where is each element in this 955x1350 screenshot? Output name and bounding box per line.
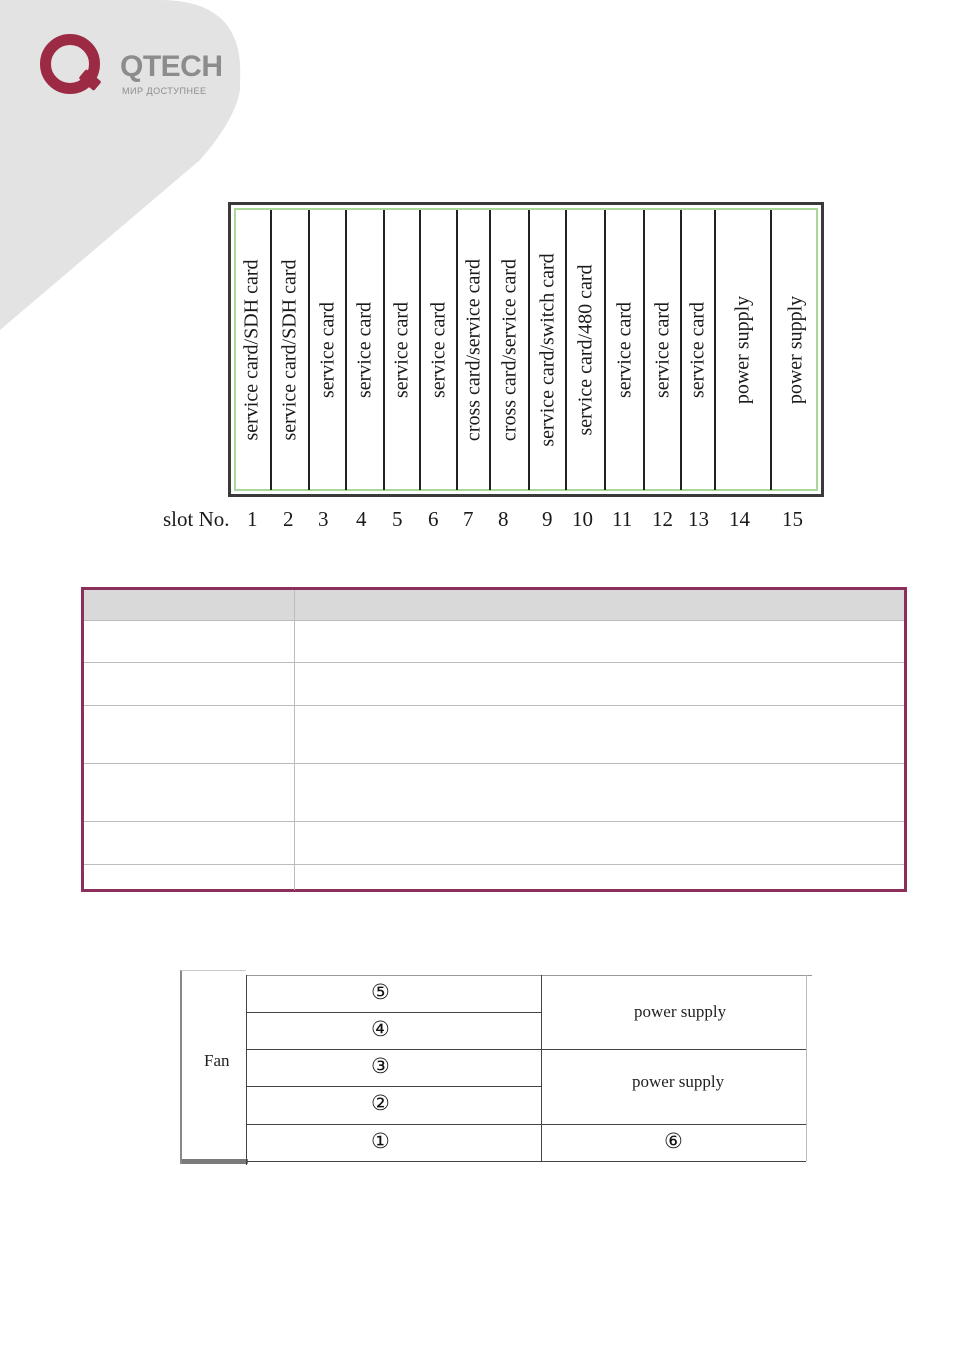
slot-8	[491, 210, 530, 490]
slot-number: 3	[318, 507, 329, 531]
fan-area	[180, 970, 246, 1164]
slot-number: 12	[652, 507, 673, 531]
slot-number: 8	[498, 507, 509, 531]
power-supply-label: power supply	[632, 1072, 725, 1091]
logo-tagline: МИР ДОСТУПНЕЕ	[122, 86, 207, 96]
fan-label: Fan	[204, 1051, 230, 1070]
slot-6	[421, 210, 458, 490]
slot-card-label: service card	[316, 301, 338, 399]
slot-number: 11	[612, 507, 633, 531]
qtech-logo	[40, 34, 240, 106]
slot-card-label: service card	[686, 301, 709, 399]
slot-number: 6	[428, 507, 439, 531]
slot-10	[567, 210, 606, 490]
slot-1	[234, 210, 272, 490]
power-supply-label: power supply	[634, 1002, 727, 1021]
slot-card-label: service card/SDH card	[278, 259, 301, 441]
slot-number: 14	[729, 507, 750, 531]
slot-6-marker: ⑥	[664, 1129, 683, 1153]
slot-number: 13	[688, 507, 709, 531]
slot-axis-label: slot No.	[163, 507, 230, 531]
slot-number: 4	[356, 507, 367, 531]
slot-7	[458, 210, 491, 490]
slot-card-label: power supply	[784, 295, 807, 405]
slot-1-marker: ①	[371, 1129, 390, 1153]
slot-13	[682, 210, 716, 490]
slot-number: 9	[542, 507, 553, 531]
table-row	[84, 705, 904, 764]
slot-number: 5	[392, 507, 403, 531]
table-row	[84, 763, 904, 822]
slot-card-label: service card/SDH card	[240, 259, 263, 441]
slot-card-label: service card/switch card	[536, 253, 558, 447]
table-row	[84, 662, 904, 706]
slot-number: 10	[572, 507, 593, 531]
slot-12	[645, 210, 682, 490]
info-table	[81, 587, 907, 892]
slot-9	[530, 210, 567, 490]
fan-diagram	[180, 970, 812, 1166]
slot-14	[716, 210, 772, 490]
slot-number: 7	[463, 507, 474, 531]
slot-card-label: service card	[651, 301, 673, 399]
slot-number: 2	[283, 507, 294, 531]
slot-card-label: cross card/service card	[462, 258, 484, 442]
slot-card-label: service card	[427, 301, 449, 399]
slot-11	[606, 210, 645, 490]
slot-5	[385, 210, 421, 490]
slot-card-label: service card	[390, 301, 413, 399]
logo-wordmark: QTECH	[120, 50, 223, 83]
slot-4-marker: ④	[371, 1017, 390, 1041]
slot-card-label: service card	[613, 301, 635, 399]
slot-3	[310, 210, 347, 490]
slot-card-label: cross card/service card	[498, 258, 520, 442]
slot-2	[272, 210, 310, 490]
slot-2-marker: ②	[371, 1091, 390, 1115]
slot-3-marker: ③	[371, 1054, 390, 1078]
slot-card-label: service card	[353, 301, 376, 399]
slot-5-marker: ⑤	[371, 980, 390, 1004]
table-row	[84, 620, 904, 663]
slot-card-label: service card/480 card	[574, 264, 596, 436]
slot-card-label: power supply	[731, 295, 754, 405]
table-row	[84, 821, 904, 865]
table-header-row	[84, 590, 904, 620]
slot-diagram	[150, 195, 840, 540]
table-row	[84, 864, 904, 890]
slot-number: 15	[782, 507, 803, 531]
slot-15	[772, 210, 820, 490]
slot-number: 1	[247, 507, 258, 531]
slot-4	[347, 210, 385, 490]
